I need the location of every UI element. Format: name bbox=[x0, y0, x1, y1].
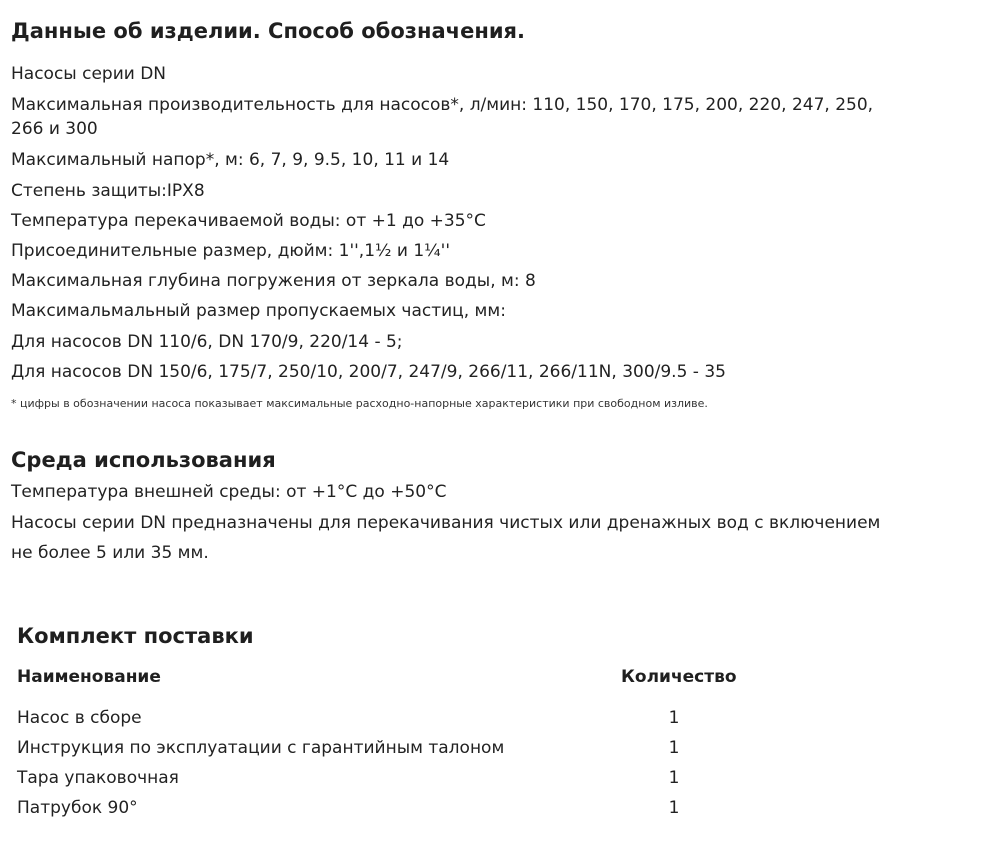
product-data-line-water-temp: Температура перекачиваемой воды: от +1 до +35°C bbox=[11, 211, 486, 231]
product-data-line-particles-5: Для насосов DN 110/6, DN 170/9, 220/14 - 5; bbox=[11, 332, 403, 352]
row-quantity: 1 bbox=[668, 738, 680, 758]
product-data-title: Данные об изделии. Способ обозначения. bbox=[11, 19, 525, 43]
product-data-line-particles: Максимальмальный размер пропускаемых частиц, мм: bbox=[11, 301, 506, 321]
product-data-line-particles-35: Для насосов DN 150/6, 175/7, 250/10, 200/7, 247/9, 266/11, 266/11N, 300/9.5 - 35 bbox=[11, 362, 726, 382]
row-name: Патрубок 90° bbox=[17, 798, 138, 818]
delivery-set-title: Комплект поставки bbox=[17, 624, 254, 648]
row-quantity: 1 bbox=[668, 768, 680, 788]
product-data-line-depth: Максимальная глубина погружения от зеркала воды, м: 8 bbox=[11, 271, 536, 291]
column-header-name: Наименование bbox=[17, 667, 161, 687]
product-data-line-head: Максимальный напор*, м: 6, 7, 9, 9.5, 10, 11 и 14 bbox=[11, 150, 450, 170]
product-data-line-protection: Степень защиты:IPX8 bbox=[11, 181, 205, 201]
environment-line-purpose: Насосы серии DN предназначены для перекачивания чистых или дренажных вод с включением bbox=[11, 513, 881, 533]
product-data-footnote: * цифры в обозначении насоса показывает максимальные расходно-напорные характеристики при свободном изливе. bbox=[11, 397, 708, 410]
row-name: Инструкция по эксплуатации с гарантийным талоном bbox=[17, 738, 505, 758]
row-name: Тара упаковочная bbox=[17, 768, 179, 788]
product-data-line-capacity-cont: 266 и 300 bbox=[11, 119, 98, 139]
row-name: Насос в сборе bbox=[17, 708, 142, 728]
product-data-line-capacity: Максимальная производительность для насосов*, л/мин: 110, 150, 170, 175, 200, 220, 247, 250, bbox=[11, 95, 874, 115]
environment-line-purpose-cont: не более 5 или 35 мм. bbox=[11, 543, 209, 563]
product-data-line-series: Насосы серии DN bbox=[11, 64, 167, 84]
product-data-line-connection: Присоединительные размер, дюйм: 1'',1½ и 1¼'' bbox=[11, 241, 450, 261]
row-quantity: 1 bbox=[668, 798, 680, 818]
environment-line-temp: Температура внешней среды: от +1°C до +50°C bbox=[11, 482, 447, 502]
row-quantity: 1 bbox=[668, 708, 680, 728]
column-header-quantity: Количество bbox=[621, 667, 737, 687]
environment-title: Среда использования bbox=[11, 448, 276, 472]
